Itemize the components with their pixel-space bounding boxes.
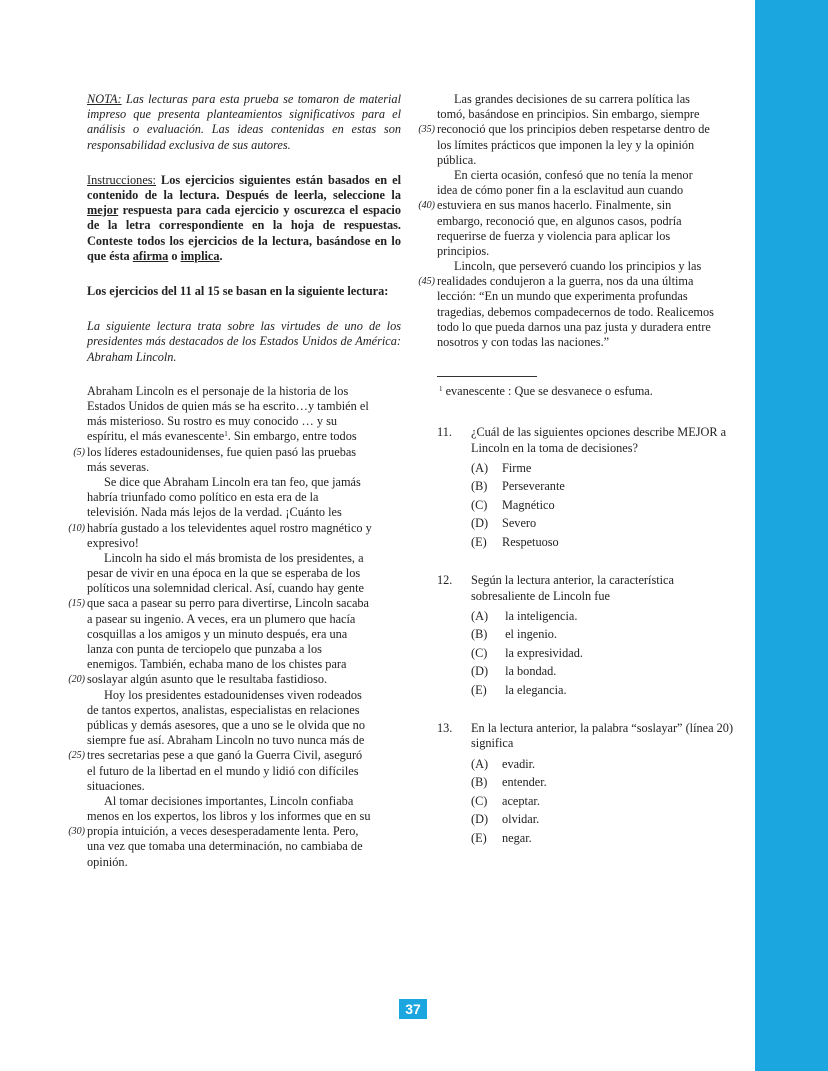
question-text: ¿Cuál de las siguientes opciones describe MEJOR a Lincoln en la toma de decisiones? bbox=[471, 425, 727, 455]
line-text: habría triunfado como político en esta era de la bbox=[87, 490, 319, 505]
passage-line bbox=[87, 809, 401, 824]
line-number: (5) bbox=[73, 446, 85, 458]
line-text: el futuro de la libertad en el mundo y lidió con difíciles bbox=[87, 763, 359, 778]
option-text: el ingenio. bbox=[502, 627, 557, 642]
footnote-rule bbox=[437, 376, 537, 377]
line-text: Hoy los presidentes estadounidenses viven rodeados bbox=[104, 687, 362, 702]
passage-line bbox=[68, 520, 401, 536]
line-text: idea de cómo poner fin a la esclavitud aun cuando bbox=[437, 183, 684, 198]
answer-options bbox=[471, 607, 737, 700]
passage-line bbox=[68, 748, 401, 763]
note-paragraph bbox=[87, 92, 401, 153]
option-text: Magnético bbox=[502, 497, 555, 512]
line-number: (30) bbox=[68, 826, 85, 838]
instructions-implica: implica bbox=[180, 248, 220, 263]
line-text: tomó, basándose en principios. Sin embargo, siempre bbox=[437, 107, 700, 122]
footnote-marker: 1 bbox=[439, 385, 443, 394]
line-text: realidades condujeron a la guerra, nos da una última bbox=[437, 274, 694, 289]
line-number: (20) bbox=[68, 674, 85, 686]
option-text: olvidar. bbox=[502, 812, 540, 827]
option-text: la inteligencia. bbox=[502, 608, 578, 623]
passage-line bbox=[68, 596, 401, 611]
passage-line bbox=[437, 214, 737, 229]
line-number: (35) bbox=[418, 124, 435, 136]
footnote-text: evanescente : Que se desvanece o esfuma. bbox=[442, 384, 653, 399]
answer-options bbox=[471, 459, 737, 552]
passage-line bbox=[68, 824, 401, 839]
passage-line bbox=[437, 244, 737, 259]
line-text: soslayar algún asunto que le resultaba fastidioso. bbox=[87, 672, 328, 687]
footnote bbox=[437, 384, 737, 399]
answer-option bbox=[471, 625, 737, 644]
line-text: Estados Unidos de quien más se ha escrito…y también el bbox=[87, 399, 369, 414]
passage-right bbox=[418, 92, 737, 350]
passage-line bbox=[87, 536, 401, 551]
option-letter: (D) bbox=[471, 664, 489, 679]
instructions-label: Instrucciones: bbox=[87, 172, 156, 187]
line-text: más misterioso. Su rostro es muy conocido … y su bbox=[87, 414, 338, 429]
answer-options bbox=[471, 755, 737, 848]
line-text: televisión. Nada más lejos de la verdad. ¡Cuánto les bbox=[87, 505, 342, 520]
line-text: requerirse de fuerza y violencia para aplicar los bbox=[437, 228, 671, 243]
answer-option bbox=[471, 496, 737, 515]
option-text: entender. bbox=[502, 775, 547, 790]
option-letter: (E) bbox=[471, 534, 487, 549]
answer-option bbox=[471, 773, 737, 792]
line-text: nosotros y con todas las naciones.” bbox=[437, 335, 610, 349]
line-text: En cierta ocasión, confesó que no tenía la menor bbox=[454, 167, 693, 182]
passage-line bbox=[87, 627, 401, 642]
passage-line bbox=[87, 551, 401, 566]
passage-line bbox=[87, 688, 401, 703]
line-text: una vez que tomaba una determinación, no cambiaba de bbox=[87, 839, 363, 854]
line-text: Se dice que Abraham Lincoln era tan feo, que jamás bbox=[104, 474, 361, 489]
line-text: más severas. bbox=[87, 459, 150, 474]
line-text: tres secretarias pese a que ganó la Guerra Civil, aseguró bbox=[87, 748, 363, 763]
line-text: siempre fue así. Abraham Lincoln no tuvo nunca más de bbox=[87, 733, 365, 748]
line-text: pública. bbox=[437, 152, 477, 167]
line-number: (45) bbox=[418, 276, 435, 288]
left-column bbox=[68, 92, 401, 870]
passage-line bbox=[437, 92, 737, 107]
line-text: estuviera en sus manos hacerlo. Finalmente, sin bbox=[437, 198, 672, 213]
passage-line bbox=[87, 657, 401, 672]
line-text: lección: “En un mundo que experimenta profundas bbox=[437, 289, 688, 304]
passage-line bbox=[87, 505, 401, 520]
note-text: Las lecturas para esta prueba se tomaron de material impreso que presenta planteamientos significativos para el análisis o evaluación. Las ideas contenidas en estas son responsabilidad exclusiva de sus autores. bbox=[87, 92, 401, 152]
option-text: la expresividad. bbox=[502, 645, 583, 660]
passage-line bbox=[418, 198, 737, 213]
line-text: de tantos expertos, analistas, especialistas en relaciones bbox=[87, 702, 360, 717]
question-text: En la lectura anterior, la palabra “soslayar” (línea 20) significa bbox=[471, 721, 734, 751]
question bbox=[437, 721, 737, 847]
option-letter: (C) bbox=[471, 793, 488, 808]
option-text: Severo bbox=[502, 516, 537, 531]
option-text: Perseverante bbox=[502, 479, 565, 494]
option-letter: (A) bbox=[471, 460, 489, 475]
passage-line bbox=[87, 414, 401, 429]
passage-line bbox=[87, 490, 401, 505]
question-number: 11. bbox=[437, 425, 452, 440]
instructions-afirma: afirma bbox=[132, 248, 169, 263]
line-text: pesar de vivir en una época en la que se esperaba de los bbox=[87, 566, 361, 581]
passage-line bbox=[437, 153, 737, 168]
option-text: evadir. bbox=[502, 756, 536, 771]
option-text: la bondad. bbox=[502, 664, 557, 679]
passage-line bbox=[437, 289, 737, 304]
instructions-o: o bbox=[168, 248, 181, 263]
line-number: (40) bbox=[418, 200, 435, 212]
line-text: los límites prácticos que imponen la ley y la opinión bbox=[437, 137, 695, 152]
answer-option bbox=[471, 681, 737, 700]
option-letter: (B) bbox=[471, 627, 488, 642]
line-text: Las grandes decisiones de su carrera política las bbox=[454, 92, 690, 106]
option-letter: (B) bbox=[471, 775, 488, 790]
option-text: Respetuoso bbox=[502, 534, 559, 549]
option-letter: (B) bbox=[471, 479, 488, 494]
line-text: situaciones. bbox=[87, 778, 145, 793]
option-letter: (D) bbox=[471, 812, 489, 827]
question-stem bbox=[437, 721, 737, 751]
note-label: NOTA: bbox=[87, 92, 122, 106]
option-letter: (E) bbox=[471, 830, 487, 845]
passage-line bbox=[87, 794, 401, 809]
right-column bbox=[418, 92, 737, 847]
passage-line bbox=[437, 259, 737, 274]
question-number: 12. bbox=[437, 573, 453, 588]
passage-line bbox=[73, 444, 401, 460]
line-text: Al tomar decisiones importantes, Lincoln confiaba bbox=[104, 793, 354, 808]
answer-option bbox=[471, 477, 737, 496]
line-text: tragedias, debemos compadecernos de todo. Realicemos bbox=[437, 304, 714, 319]
line-text: Abraham Lincoln es el personaje de la historia de los bbox=[87, 383, 349, 398]
passage-line bbox=[437, 335, 737, 350]
line-text: propia intuición, a veces desesperadamente lenta. Pero, bbox=[87, 824, 359, 839]
instructions-period: . bbox=[219, 248, 223, 263]
line-text: políticos una solemnidad clerical. Así, cuando hay gente bbox=[87, 581, 364, 596]
passage-line bbox=[437, 183, 737, 198]
passage-line bbox=[437, 168, 737, 183]
passage-line bbox=[437, 107, 737, 122]
questions bbox=[437, 425, 737, 847]
passage-line bbox=[87, 703, 401, 718]
instructions-text-2: respuesta para cada ejercicio y oscurezca el espacio de la letra correspondiente en la hoja de respuestas. Conteste todos los ejercicios de la lectura, basándose en lo que ésta bbox=[87, 203, 401, 263]
answer-option bbox=[471, 755, 737, 774]
passage-line bbox=[87, 855, 401, 870]
question-stem bbox=[437, 573, 737, 603]
option-letter: (C) bbox=[471, 497, 488, 512]
option-letter: (E) bbox=[471, 682, 487, 697]
line-text: expresivo! bbox=[87, 535, 139, 550]
passage-line bbox=[87, 642, 401, 657]
passage-line bbox=[87, 733, 401, 748]
passage-line bbox=[87, 581, 401, 596]
passage-line bbox=[87, 779, 401, 794]
answer-option bbox=[471, 792, 737, 811]
passage-line bbox=[87, 475, 401, 490]
passage-line bbox=[87, 429, 401, 444]
instructions-mejor: mejor bbox=[87, 203, 119, 218]
line-text: todo lo que pueda darnos una paz justa y duradera entre bbox=[437, 319, 711, 334]
option-text: negar. bbox=[502, 830, 532, 845]
option-text: aceptar. bbox=[502, 793, 540, 808]
answer-option bbox=[471, 459, 737, 478]
passage-line bbox=[87, 612, 401, 627]
line-text: reconoció que los principios deben respetarse dentro de bbox=[437, 122, 710, 137]
question bbox=[437, 425, 737, 551]
answer-option bbox=[471, 607, 737, 626]
option-letter: (A) bbox=[471, 756, 489, 771]
line-text-continued: . Sin embargo, entre todos bbox=[227, 429, 357, 444]
instructions-text-1: Los ejercicios siguientes están basados en el contenido de la lectura. Después de leerla, seleccione la bbox=[87, 172, 401, 203]
option-text: Firme bbox=[502, 460, 532, 475]
passage-left bbox=[68, 383, 401, 870]
page-number: 37 bbox=[399, 999, 427, 1019]
line-text: los líderes estadounidenses, fue quien pasó las pruebas bbox=[87, 444, 357, 459]
line-text: menos en los expertos, los libros y los informes que en su bbox=[87, 809, 371, 824]
instructions-paragraph bbox=[87, 173, 401, 264]
passage-line bbox=[437, 320, 737, 335]
answer-option bbox=[471, 810, 737, 829]
option-letter: (A) bbox=[471, 608, 489, 623]
line-number: (10) bbox=[68, 522, 85, 534]
side-color-bar bbox=[755, 0, 828, 1071]
passage-line bbox=[87, 399, 401, 414]
exercises-header: Los ejercicios del 11 al 15 se basan en la siguiente lectura: bbox=[87, 284, 389, 299]
line-text: a pasear su ingenio. A veces, era un plumero que hacía bbox=[87, 611, 356, 626]
passage-line bbox=[87, 384, 401, 399]
line-text: embargo, reconoció que, en algunos casos, podría bbox=[437, 213, 682, 228]
line-text: lanza con punta de terciopelo que punzaba a los bbox=[87, 642, 322, 657]
answer-option bbox=[471, 662, 737, 681]
passage-line bbox=[68, 672, 401, 687]
line-text: Lincoln ha sido el más bromista de los presidentes, a bbox=[104, 550, 364, 565]
passage-line bbox=[87, 460, 401, 475]
option-letter: (D) bbox=[471, 516, 489, 531]
passage-line bbox=[437, 305, 737, 320]
passage-line bbox=[418, 122, 737, 137]
passage-line bbox=[87, 566, 401, 581]
line-text: habría gustado a los televidentes aquel rostro magnético y bbox=[87, 520, 372, 535]
question-number: 13. bbox=[437, 721, 453, 736]
passage-line bbox=[87, 718, 401, 733]
passage-line bbox=[87, 764, 401, 779]
answer-option bbox=[471, 829, 737, 848]
answer-option bbox=[471, 644, 737, 663]
line-number: (15) bbox=[68, 598, 85, 610]
option-letter: (C) bbox=[471, 645, 488, 660]
passage-line bbox=[418, 274, 737, 289]
line-text: Lincoln, que perseveró cuando los principios y las bbox=[454, 259, 702, 274]
line-text: cosquillas a los amigos y un minuto después, era una bbox=[87, 626, 348, 641]
passage-line bbox=[437, 229, 737, 244]
line-number: (25) bbox=[68, 750, 85, 762]
question bbox=[437, 573, 737, 699]
line-text: enemigos. También, echaba mano de los chistes para bbox=[87, 657, 347, 672]
answer-option bbox=[471, 514, 737, 533]
line-text: que saca a pasear su perro para divertirse, Lincoln sacaba bbox=[87, 596, 370, 611]
answer-option bbox=[471, 533, 737, 552]
reading-intro: La siguiente lectura trata sobre las virtudes de uno de los presidentes más destacados de los Estados Unidos de América: Abraham Lincoln. bbox=[87, 319, 401, 364]
line-text: opinión. bbox=[87, 854, 128, 869]
line-text: espíritu, el más evanescente bbox=[87, 429, 225, 444]
question-stem bbox=[437, 425, 737, 455]
footnote-reference: 1 bbox=[224, 430, 228, 439]
option-text: la elegancia. bbox=[502, 682, 567, 697]
question-text: Según la lectura anterior, la característica sobresaliente de Lincoln fue bbox=[471, 573, 674, 603]
passage-line bbox=[87, 839, 401, 854]
passage-line bbox=[437, 138, 737, 153]
line-text: principios. bbox=[437, 243, 490, 258]
line-text: públicas y demás asesores, que a uno se le olvida que no bbox=[87, 717, 365, 732]
